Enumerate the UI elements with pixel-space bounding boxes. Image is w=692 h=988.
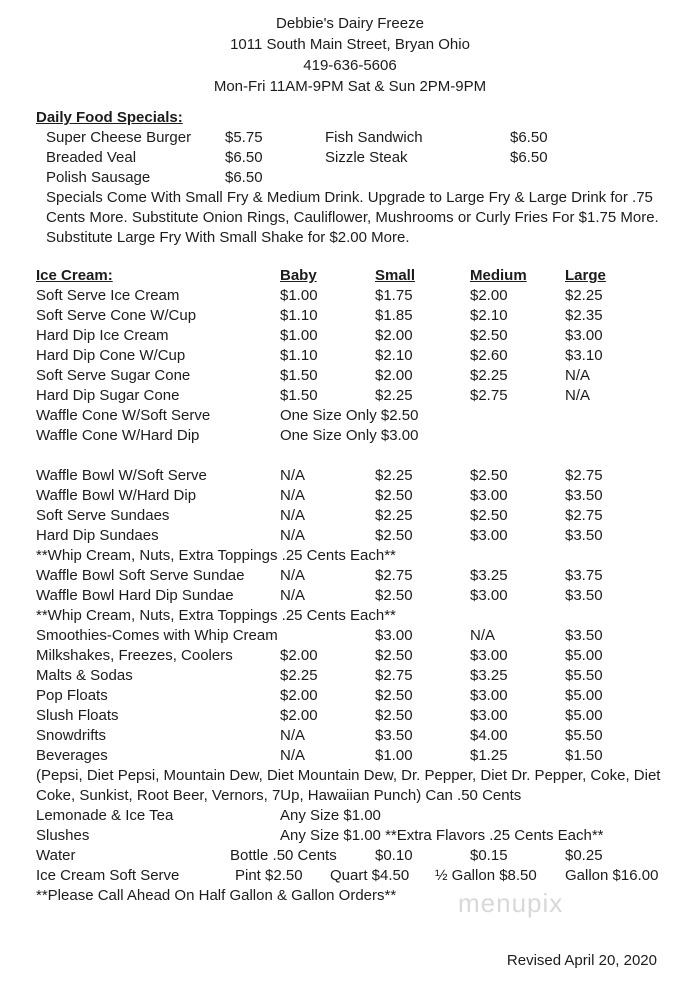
price-cell: $3.50 — [565, 627, 603, 644]
item-name: Waffle Cone W/Hard Dip — [36, 427, 200, 444]
price-cell: $3.75 — [565, 567, 603, 584]
price-cell: $2.50 — [470, 467, 508, 484]
menu-row — [36, 806, 664, 826]
item-name: Waffle Bowl Soft Serve Sundae — [36, 567, 245, 584]
price-cell: $3.00 — [470, 707, 508, 724]
price-cell: $2.25 — [470, 367, 508, 384]
price-cell: $1.50 — [280, 387, 318, 404]
price-cell: Gallon $16.00 — [565, 867, 659, 884]
price-cell: Quart $4.50 — [330, 867, 410, 884]
price-cell: $2.50 — [375, 527, 413, 544]
price-cell: N/A — [565, 367, 591, 384]
menu-row — [36, 346, 664, 366]
special-item-name: Breaded Veal — [46, 149, 137, 166]
price-cell: N/A — [280, 727, 306, 744]
item-name: Beverages — [36, 747, 108, 764]
item-price-note: Any Size $1.00 — [280, 807, 381, 824]
item-price-note: One Size Only $2.50 — [280, 407, 419, 424]
special-item-name: Fish Sandwich — [325, 129, 423, 146]
column-header-baby: Baby — [280, 267, 317, 284]
item-name: Pop Floats — [36, 687, 108, 704]
price-cell: $2.10 — [375, 347, 413, 364]
menu-row — [36, 746, 664, 766]
menu-row — [36, 366, 664, 386]
price-cell: $3.00 — [470, 527, 508, 544]
note-text: **Whip Cream, Nuts, Extra Toppings .25 Cents Each** — [36, 547, 396, 564]
price-cell: $5.50 — [565, 727, 603, 744]
restaurant-name: Debbie's Dairy Freeze — [276, 15, 424, 32]
item-name: Malts & Sodas — [36, 667, 133, 684]
menu-row — [36, 726, 664, 746]
price-cell: $1.00 — [280, 327, 318, 344]
price-cell: N/A — [280, 587, 306, 604]
price-cell: $2.75 — [565, 467, 603, 484]
special-row — [36, 168, 664, 188]
price-cell: $0.15 — [470, 847, 508, 864]
spacer-row — [36, 446, 664, 466]
item-price-note: One Size Only $3.00 — [280, 427, 419, 444]
item-name: Waffle Bowl Hard Dip Sundae — [36, 587, 234, 604]
menu-row — [36, 826, 664, 846]
price-cell: $2.00 — [375, 327, 413, 344]
price-cell: $1.75 — [375, 287, 413, 304]
special-item-name: Polish Sausage — [46, 169, 151, 186]
price-cell: $2.50 — [375, 687, 413, 704]
menupix-watermark: menupix — [458, 888, 564, 918]
price-cell: $1.00 — [280, 287, 318, 304]
item-name: Soft Serve Sugar Cone — [36, 367, 191, 384]
special-item-name — [325, 168, 510, 188]
price-cell: $2.25 — [565, 287, 603, 304]
item-name: Soft Serve Cone W/Cup — [36, 307, 197, 324]
price-cell: $2.75 — [375, 667, 413, 684]
price-cell: $2.00 — [280, 687, 318, 704]
menu-row — [36, 706, 664, 726]
price-cell: $2.25 — [280, 667, 318, 684]
special-row — [36, 128, 664, 148]
item-name: Waffle Bowl W/Hard Dip — [36, 487, 197, 504]
special-item-price: $6.50 — [510, 129, 548, 146]
item-name: Hard Dip Sugar Cone — [36, 387, 180, 404]
item-name: Slush Floats — [36, 707, 119, 724]
menu-row — [36, 686, 664, 706]
price-cell: $2.00 — [280, 707, 318, 724]
specials-rows — [36, 128, 664, 188]
restaurant-hours: Mon-Fri 11AM-9PM Sat & Sun 2PM-9PM — [213, 78, 487, 95]
price-cell: $3.50 — [565, 527, 603, 544]
price-cell: N/A — [280, 467, 306, 484]
price-cell: $3.25 — [470, 667, 508, 684]
price-cell: $3.25 — [470, 567, 508, 584]
price-cell: $2.25 — [375, 387, 413, 404]
price-cell: Bottle .50 Cents — [230, 847, 337, 864]
note-row — [36, 606, 664, 626]
price-cell: $5.00 — [565, 707, 603, 724]
item-name: Snowdrifts — [36, 727, 107, 744]
price-cell: $2.60 — [470, 347, 508, 364]
price-cell: $1.00 — [375, 747, 413, 764]
item-name: Ice Cream Soft Serve — [36, 867, 180, 884]
ice-cream-header-row — [36, 266, 664, 286]
menu-row — [36, 306, 664, 326]
price-cell: $3.50 — [565, 587, 603, 604]
menu-row — [36, 526, 664, 546]
item-price-note: Any Size $1.00 **Extra Flavors .25 Cents Each** — [280, 827, 604, 844]
price-cell: $1.25 — [470, 747, 508, 764]
price-cell: ½ Gallon $8.50 — [435, 867, 537, 884]
note-row — [36, 886, 664, 906]
price-cell: N/A — [280, 567, 306, 584]
price-cell: $2.00 — [280, 647, 318, 664]
item-name: Lemonade & Ice Tea — [36, 807, 174, 824]
price-cell: $3.00 — [470, 587, 508, 604]
price-cell: N/A — [280, 507, 306, 524]
price-cell: $1.10 — [280, 347, 318, 364]
restaurant-address: 1011 South Main Street, Bryan Ohio — [230, 36, 470, 53]
ice-cream-section — [36, 266, 664, 906]
item-name: Milkshakes, Freezes, Coolers — [36, 647, 233, 664]
menu-row — [36, 466, 664, 486]
menu-header — [36, 13, 664, 97]
price-cell: $1.50 — [280, 367, 318, 384]
price-cell: $5.00 — [565, 647, 603, 664]
special-row — [36, 148, 664, 168]
price-cell: $2.50 — [375, 487, 413, 504]
item-name: Water — [36, 847, 76, 864]
menu-row — [36, 506, 664, 526]
column-header-small: Small — [375, 267, 416, 284]
price-cell: N/A — [280, 487, 306, 504]
price-cell: $3.00 — [470, 647, 508, 664]
price-cell: $0.10 — [375, 847, 413, 864]
price-cell: $2.35 — [565, 307, 603, 324]
price-cell: $3.50 — [375, 727, 413, 744]
price-cell: $3.50 — [565, 487, 603, 504]
note-text: **Please Call Ahead On Half Gallon & Gallon Orders** — [36, 887, 397, 904]
menu-row — [36, 626, 664, 646]
daily-specials-section — [36, 108, 664, 248]
price-cell: $2.25 — [375, 467, 413, 484]
price-cell: $3.00 — [565, 327, 603, 344]
price-cell: N/A — [280, 747, 306, 764]
ice-cream-heading: Ice Cream: — [36, 267, 113, 284]
item-name: Hard Dip Ice Cream — [36, 327, 169, 344]
specials-heading: Daily Food Specials: — [36, 109, 183, 126]
price-cell: $2.50 — [375, 707, 413, 724]
special-item-name: Super Cheese Burger — [46, 129, 192, 146]
price-cell: N/A — [470, 627, 496, 644]
note-text: (Pepsi, Diet Pepsi, Mountain Dew, Diet Mountain Dew, Dr. Pepper, Diet Dr. Pepper, Coke, Diet Coke, Sunkist, Root Beer, Vernors, 7Up, Hawaiian Punch) Can .50 Cents — [36, 767, 661, 804]
price-cell: $2.50 — [375, 587, 413, 604]
special-item-price: $6.50 — [225, 149, 263, 166]
menu-row — [36, 566, 664, 586]
price-cell: $4.00 — [470, 727, 508, 744]
price-cell: $5.00 — [565, 687, 603, 704]
menu-row — [36, 586, 664, 606]
menu-row — [36, 286, 664, 306]
price-cell: $2.50 — [470, 507, 508, 524]
price-cell: $2.75 — [565, 507, 603, 524]
price-cell: $1.85 — [375, 307, 413, 324]
special-item-price — [510, 168, 664, 188]
note-row — [36, 546, 664, 566]
price-cell: $2.50 — [470, 327, 508, 344]
item-name: Soft Serve Sundaes — [36, 507, 170, 524]
price-cell: $3.00 — [470, 687, 508, 704]
menu-row — [36, 846, 664, 866]
item-name: Slushes — [36, 827, 90, 844]
item-name: Soft Serve Ice Cream — [36, 287, 180, 304]
menu-row — [36, 326, 664, 346]
price-cell: N/A — [565, 387, 591, 404]
price-cell: $3.10 — [565, 347, 603, 364]
menu-row — [36, 386, 664, 406]
price-cell: $3.00 — [375, 627, 413, 644]
item-name: Waffle Bowl W/Soft Serve — [36, 467, 207, 484]
item-name: Waffle Cone W/Soft Serve — [36, 407, 211, 424]
note-row — [36, 766, 664, 806]
menu-row — [36, 406, 664, 426]
price-cell: $2.75 — [470, 387, 508, 404]
specials-note: Specials Come With Small Fry & Medium Drink. Upgrade to Large Fry & Large Drink for .75 Cents More. Substitute Onion Rings, Cauliflower, Mushrooms or Curly Fries For $1.75 More. Substitute Large Fry With Small Shake for $2.00 More. — [46, 189, 659, 246]
restaurant-phone: 419-636-5606 — [303, 57, 397, 74]
price-cell: $2.25 — [375, 507, 413, 524]
price-cell: $1.10 — [280, 307, 318, 324]
price-cell: $5.50 — [565, 667, 603, 684]
price-cell: $0.25 — [565, 847, 603, 864]
special-item-name: Sizzle Steak — [325, 149, 408, 166]
menu-row — [36, 486, 664, 506]
ice-cream-rows — [36, 286, 664, 906]
revised-date: Revised April 20, 2020 — [506, 952, 657, 969]
price-cell: N/A — [280, 527, 306, 544]
price-cell: $2.50 — [375, 647, 413, 664]
price-cell: $2.00 — [375, 367, 413, 384]
note-text: **Whip Cream, Nuts, Extra Toppings .25 Cents Each** — [36, 607, 396, 624]
menu-row — [36, 866, 664, 886]
special-item-price: $5.75 — [225, 129, 263, 146]
column-header-large: Large — [565, 267, 606, 284]
price-cell: $2.75 — [375, 567, 413, 584]
item-name: Smoothies-Comes with Whip Cream — [36, 627, 278, 644]
menu-row — [36, 666, 664, 686]
price-cell: $3.00 — [470, 487, 508, 504]
special-item-price: $6.50 — [225, 169, 263, 186]
price-cell: $2.00 — [470, 287, 508, 304]
column-header-medium: Medium — [470, 267, 527, 284]
menu-row — [36, 646, 664, 666]
menu-row — [36, 426, 664, 446]
price-cell: $1.50 — [565, 747, 603, 764]
price-cell: $2.10 — [470, 307, 508, 324]
special-item-price: $6.50 — [510, 149, 548, 166]
item-name: Hard Dip Sundaes — [36, 527, 159, 544]
price-cell: Pint $2.50 — [235, 867, 303, 884]
item-name: Hard Dip Cone W/Cup — [36, 347, 186, 364]
